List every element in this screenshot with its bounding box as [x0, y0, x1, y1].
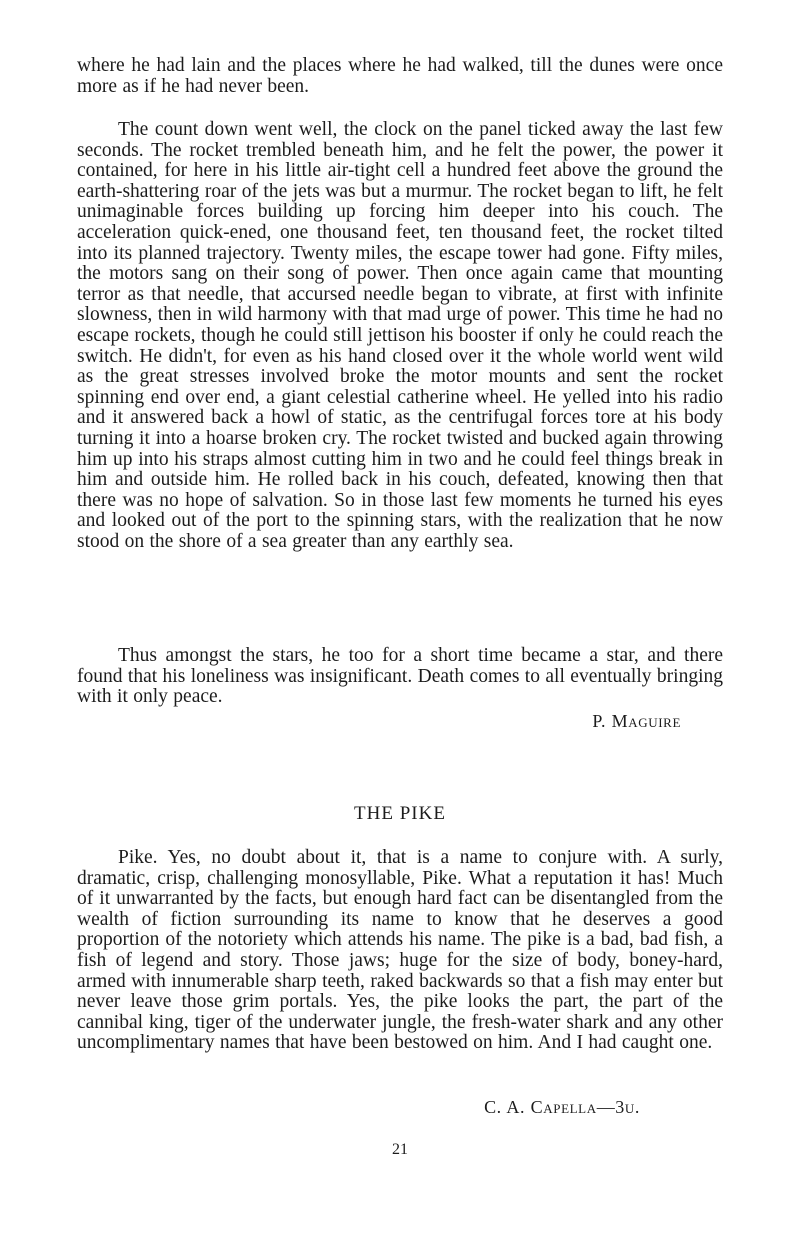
story1-para2: The count down went well, the clock on the panel ticked away the last few seconds. The rocket trembled beneath him, and he felt the power, the power it contained, for here in his little air-tight cell a hundred feet above the ground the earth-shattering roar of the jets was but a murmur. The rocket began to lift, he felt unimaginable forces building up forcing him deeper into his couch. The acceleration quick-ened, one thousand feet, ten thousand feet, the rocket tilted into its planned trajectory. Twenty miles, the escape tower had gone. Fifty miles, the motors sang on their song of power. Then once again came that mounting terror as that needle, that accursed needle began to vibrate, at first with infinite slowness, then in wild harmony with that mad urge of power. This time he had no escape rockets, though he could still jettison his booster if only he could reach the switch. He didn't, for even as his hand closed over it the whole world went wild as the great stresses involved broke the motor mounts and sent the rocket spinning end over end, a giant celestial catherine wheel. He yelled into his radio and it answered back a howl of static, as the centrifugal forces tore at his body turning it into a hoarse broken cry. The rocket twisted and bucked again throwing him up into his straps almost cutting him in two and he could feel things break in him and outside him. He rolled back in his couch, defeated, knowing then that there was no hope of salvation. So in those last few moments he turned his eyes and looked out of the port to the spinning stars, with the realization that he now stood on the shore of a sea greater than any earthly sea.: [77, 119, 723, 552]
story1-para1: where he had lain and the places where he had walked, till the dunes were once more as if he had never been.: [77, 55, 723, 97]
story2-para1: Pike. Yes, no doubt about it, that is a name to conjure with. A surly, dramatic, crisp, challenging monosyllable, Pike. What a reputation it has! Much of it unwarranted by the facts, but enough hard fact can be disentangled from the wealth of fiction surrounding its name to know that he deserves a good proportion of the notoriety which attends his name. The pike is a bad, bad fish, a fish of legend and story. Those jaws; huge for the size of body, boney-hard, armed with innumerable sharp teeth, raked backwards so that a fish may enter but never leave those grim portals. Yes, the pike looks the part, the part of the cannibal king, tiger of the underwater jungle, the fresh-water shark and any other uncomplimentary names that have been bestowed on him. And I had caught one.: [77, 847, 723, 1054]
story1-author: P. Maguire: [592, 711, 681, 731]
story1-para3: Thus amongst the stars, he too for a short time became a star, and there found that his loneliness was insignificant. Death comes to all eventually bringing with it only peace.: [77, 645, 723, 708]
story2-author: C. A. Capella—3u.: [484, 1097, 640, 1117]
story2-title: THE PIKE: [354, 803, 446, 824]
page-number: 21: [392, 1141, 408, 1158]
